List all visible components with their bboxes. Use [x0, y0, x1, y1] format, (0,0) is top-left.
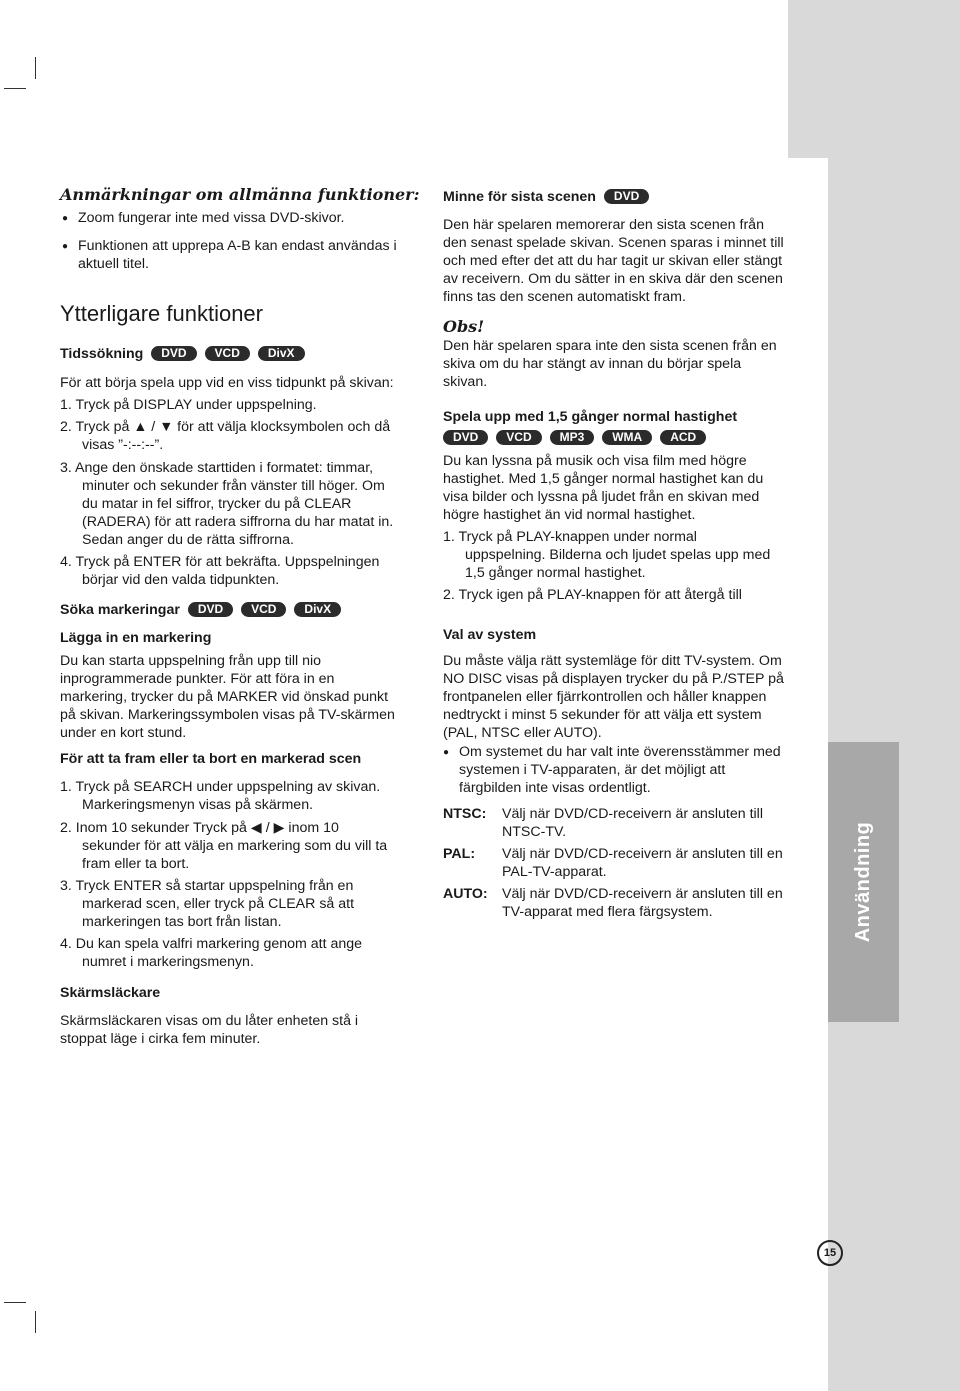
header-grey-block	[788, 0, 960, 158]
step-line: 1,5 gånger normal hastighet.	[465, 565, 646, 581]
text-line: under en kort stund.	[60, 725, 187, 741]
step-line: börjar vid den valda tidpunkten.	[82, 572, 280, 588]
subheading: Lägga in en markering	[60, 630, 212, 646]
crop-mark	[4, 1302, 26, 1303]
step-line: fram eller ta bort.	[82, 856, 190, 872]
text-line: (PAL, NTSC eller AUTO).	[443, 725, 602, 741]
def-term: AUTO:	[443, 886, 488, 902]
crop-mark	[4, 88, 26, 89]
badge: VCD	[496, 430, 541, 445]
step-line: sekunder för att välja en markering som du vill ta	[82, 838, 388, 854]
badge: DVD	[604, 189, 649, 204]
text-line: hastighet. Med 1,5 gånger normal hastighet kan du	[443, 471, 764, 487]
text-line: Den här spelaren spara inte den sista scenen från en	[443, 338, 777, 354]
step-line: Markeringsmenyn visas på skärmen.	[82, 797, 314, 813]
last-scene-label: Minne för sista scenen	[443, 189, 596, 205]
step-line: uppspelning. Bilderna och ljudet spelas upp med	[465, 547, 771, 563]
note-item-cont: aktuell titel.	[78, 256, 149, 272]
crop-mark	[35, 57, 36, 79]
bullet-item: ● Om systemet du har valt inte överensstämmer med	[459, 744, 781, 762]
text-line: Du kan starta uppspelning från upp till nio	[60, 653, 322, 669]
step-line: 2. Inom 10 sekunder Tryck på ◀ / ▶ inom 10	[60, 820, 339, 836]
badge: DVD	[188, 602, 233, 617]
page-number: 15	[817, 1240, 843, 1266]
step-line: numret i markeringsmenyn.	[82, 954, 254, 970]
time-search-heading	[60, 346, 305, 364]
text-line: markering, trycker du på MARKER vid önskad punkt	[60, 689, 389, 705]
step-line: 4. Du kan spela valfri markering genom att ange	[60, 936, 363, 952]
system-heading: Val av system	[443, 627, 537, 643]
text-line: av receivern. Om du sätter in en skiva där den scenen	[443, 271, 783, 287]
step-line: 2. Tryck på ▲ / ▼ för att välja klocksymbolen och då	[60, 419, 391, 435]
text-line: stoppat läge i cirka fem minuter.	[60, 1031, 261, 1047]
step-line: 3. Ange den önskade starttiden i formatet: timmar,	[60, 460, 374, 476]
text-line: Den här spelaren memorerar den sista scenen från	[443, 217, 764, 233]
step-line: 1. Tryck på DISPLAY under uppspelning.	[60, 397, 317, 413]
def-text: Välj när DVD/CD-receivern är ansluten till en	[502, 886, 783, 902]
badge: VCD	[205, 346, 250, 361]
screensaver-heading: Skärmsläckare	[60, 985, 161, 1001]
text-line: inprogrammerade punkter. För att föra in en	[60, 671, 335, 687]
crop-mark	[35, 1311, 36, 1333]
step-line: (RADERA) för att radera siffrorna du har matat in.	[82, 514, 394, 530]
text-line: skiva om du har stängt av innan du börjar spela	[443, 356, 742, 372]
text-line: skivan.	[443, 374, 488, 390]
step-line: Sedan anger du de rätta siffrorna.	[82, 532, 294, 548]
badge: DVD	[151, 346, 196, 361]
notes-heading: Anmärkningar om allmänna funktioner:	[60, 185, 420, 204]
text-line: visa bilder och lyssna på ljudet från en skivan med	[443, 489, 760, 505]
speed-badges	[439, 430, 706, 448]
badge: DVD	[443, 430, 488, 445]
step-line: visas ”-:--:--”.	[82, 437, 164, 453]
badge: DivX	[258, 346, 305, 361]
step-line: 2. Tryck igen på PLAY-knappen för att återgå till	[443, 587, 742, 603]
step-line: markeringen tas bort från listan.	[82, 914, 282, 930]
text-line: Du kan lyssna på musik och visa film med högre	[443, 453, 747, 469]
badge: ACD	[660, 430, 706, 445]
def-text: NTSC-TV.	[502, 824, 567, 840]
def-term: NTSC:	[443, 806, 487, 822]
text-line: den senast spelade skivan. Scenen sparas i minnet till	[443, 235, 784, 251]
def-term: PAL:	[443, 846, 476, 862]
section-tab-label: Användning	[851, 821, 874, 943]
step-line: minuter och sekunder från vänster till höger. Om	[82, 478, 385, 494]
subheading: För att ta fram eller ta bort en markerad scen	[60, 751, 362, 767]
def-text: PAL-TV-apparat.	[502, 864, 607, 880]
text-line: och med efter det att du har tagit ur skivan eller stängt	[443, 253, 783, 269]
time-search-label: Tidssökning	[60, 346, 144, 362]
bullet-item-cont: systemen i TV-apparaten, är det möjligt att	[459, 762, 726, 778]
text-line: högre hastighet än vid normal hastighet.	[443, 507, 696, 523]
obs-heading: Obs!	[443, 317, 485, 336]
def-text: Välj när DVD/CD-receivern är ansluten till en	[502, 846, 783, 862]
text-line: Du måste välja rätt systemläge för ditt TV-system. Om	[443, 653, 782, 669]
speed-heading: Spela upp med 1,5 gånger normal hastighet	[443, 409, 738, 425]
page-title: Ytterligare funktioner	[60, 301, 263, 326]
badge: VCD	[241, 602, 286, 617]
step-line: du matar in fel siffror, trycker du på CLEAR	[82, 496, 352, 512]
text-line: nedtryckt i minst 5 sekunder för att välja ett system	[443, 707, 762, 723]
text-line: finns tas den scenen automatiskt fram.	[443, 289, 686, 305]
step-line: markerad scen, eller tryck på CLEAR så att	[82, 896, 355, 912]
def-text: Välj när DVD/CD-receivern är ansluten till	[502, 806, 763, 822]
text-line: Skärmsläckaren visas om du låter enheten stå i	[60, 1013, 359, 1029]
text-line: NO DISC visas på displayen trycker du på P./STEP på	[443, 671, 784, 687]
marker-search-label: Söka markeringar	[60, 602, 180, 618]
text-line: För att börja spela upp vid en viss tidpunkt på skivan:	[60, 375, 394, 391]
step-line: 1. Tryck på PLAY-knappen under normal	[443, 529, 697, 545]
badge: WMA	[602, 430, 652, 445]
text-line: frontpanelen eller fjärrkontrollen och håller knappen	[443, 689, 767, 705]
marker-search-heading	[60, 602, 341, 620]
step-line: 4. Tryck på ENTER för att bekräfta. Uppspelningen	[60, 554, 380, 570]
step-line: 1. Tryck på SEARCH under uppspelning av skivan.	[60, 779, 381, 795]
badge: MP3	[550, 430, 595, 445]
last-scene-heading	[443, 189, 649, 207]
badge: DivX	[294, 602, 341, 617]
text-line: på skivan. Markeringssymbolen visas på TV-skärmen	[60, 707, 395, 723]
step-line: 3. Tryck ENTER så startar uppspelning från en	[60, 878, 354, 894]
note-item: ● Zoom fungerar inte med vissa DVD-skivor.	[78, 210, 345, 228]
section-tab	[828, 742, 899, 1022]
def-text: TV-apparat med flera färgsystem.	[502, 904, 713, 920]
note-item: ● Funktionen att upprepa A-B kan endast användas i	[78, 238, 397, 256]
bullet-item-cont: färgbilden inte visas ordentligt.	[459, 780, 651, 796]
